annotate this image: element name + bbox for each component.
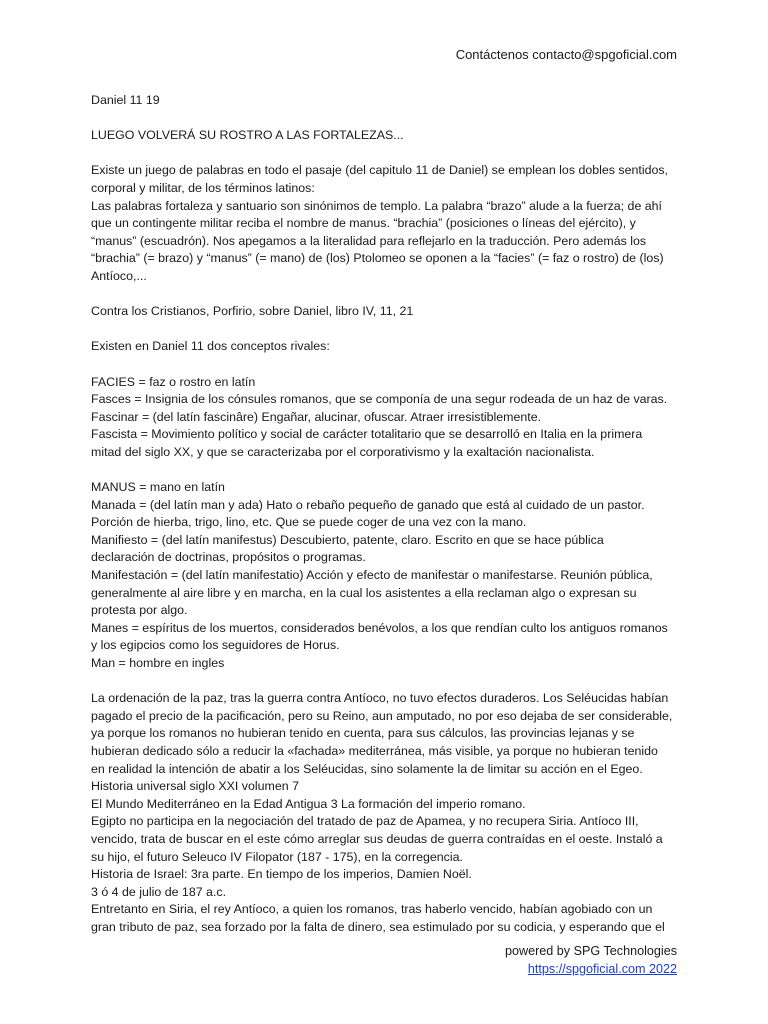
text-line: protesta por algo. [91,603,188,618]
blank-line [91,110,691,128]
text-line: y los egipcios como los seguidores de Horus. [91,638,340,653]
blank-line [91,286,691,304]
text-line: mitad del siglo XX, y que se caracterizaba por el corporativismo y la exaltación nacionalista. [91,444,595,459]
text-line: “brachia” (= brazo) y “manus” (= mano) de (los) Ptolomeo se oponen a la “facies” (= faz o rostro) de (los) [91,251,664,266]
text-line: LUEGO VOLVERÁ SU ROSTRO A LAS FORTALEZAS... [91,128,404,143]
text-line: Manada = (del latín man y ada) Hato o rebaño pequeño de ganado que está al cuidado de un pastor. [91,497,645,512]
blank-line [91,356,691,374]
text-line: Contra los Cristianos, Porfirio, sobre Daniel, libro IV, 11, 21 [91,304,414,319]
text-line: Porción de hierba, trigo, lino, etc. Que se puede coger de una vez con la mano. [91,515,527,530]
text-line: hubieran dedicado sólo a reducir la «fachada» mediterránea, más visible, ya porque no hubieran tenido [91,743,658,758]
text-line: Fascinar = (del latín fascinâre) Engañar, alucinar, ofuscar. Atraer irresistiblemente. [91,409,542,424]
text-line: Existen en Daniel 11 dos conceptos rivales: [91,339,330,354]
text-line: declaración de doctrinas, propósitos o programas. [91,550,366,565]
text-line: que un contingente militar reciba el nombre de manus. “brachia” (posiciones o líneas del ejército), y [91,216,636,231]
text-line: Manes = espíritus de los muertos, considerados benévolos, a los que rendían culto los antiguos romanos [91,620,668,635]
text-line: “manus” (escuadrón). Nos apegamos a la literalidad para reflejarlo en la traducción. Pero además los [91,233,647,248]
text-line: Las palabras fortaleza y santuario son sinónimos de templo. La palabra “brazo” alude a la fuerza; de ahí [91,198,662,213]
contact-header: Contáctenos contacto@spgoficial.com [455,47,677,62]
text-line: La ordenación de la paz, tras la guerra contra Antíoco, no tuvo efectos duraderos. Los Seléucidas habían [91,691,669,706]
text-line: Antíoco,... [91,268,147,283]
text-line: Manifestación = (del latín manifestatio) Acción y efecto de manifestar o manifestarse. Reunión pública, [91,568,653,583]
text-line: pagado el precio de la pacificación, pero su Reino, aun amputado, no por eso dejaba de ser considerable, [91,708,673,723]
text-line: Existe un juego de palabras en todo el pasaje (del capitulo 11 de Daniel) se emplean los dobles sentidos, [91,163,668,178]
text-line: Entretanto en Siria, el rey Antíoco, a quien los romanos, tras haberlo vencido, habían agobiado con un [91,902,653,917]
text-line: corporal y militar, de los términos latinos: [91,180,315,195]
text-line: su hijo, el futuro Seleuco IV Filopator (187 - 175), en la corregencia. [91,849,463,864]
text-line: El Mundo Mediterráneo en la Edad Antigua 3 La formación del imperio romano. [91,796,526,811]
document-body [91,92,691,937]
text-line: Egipto no participa en la negociación del tratado de paz de Apamea, y no recupera Siria. Antíoco III, [91,814,639,829]
blank-line [91,673,691,691]
website-link[interactable]: https://spgoficial.com 2022 [527,962,677,976]
text-line: ya porque los romanos no hubieran tenido en cuenta, para sus cálculos, las provincias lejanas y se [91,726,635,741]
text-line: Man = hombre en ingles [91,656,225,670]
text-line: Historia de Israel: 3ra parte. En tiempo de los imperios, Damien Noël. [91,867,472,882]
text-line: Fascista = Movimiento político y social de carácter totalitario que se desarrolló en Italia en la primera [91,427,643,442]
blank-line [91,321,691,339]
powered-by-text: powered by SPG Technologies [505,944,677,958]
text-line: gran tributo de paz, sea forzado por la falta de dinero, sea estimulado por su codicia, y esperando que el [91,919,665,934]
text-line: generalmente al aire libre y en marcha, en la cual los asistentes a ella reclaman algo o expresan su [91,585,637,600]
blank-line [91,461,691,479]
text-line: vencido, trata de buscar en el este cómo arreglar sus deudas de guerra contraídas en el oeste. Instaló a [91,831,663,846]
text-line: Manifiesto = (del latín manifestus) Descubierto, patente, claro. Escrito en que se hace pública [91,532,604,547]
text-line: FACIES = faz o rostro en latín [91,374,256,389]
text-line: Historia universal siglo XXI volumen 7 [91,779,299,794]
text-line: en realidad la intención de abatir a los Seléucidas, sino solamente la de limitar su acción en el Egeo. [91,761,643,776]
blank-line [91,145,691,163]
text-line: 3 ó 4 de julio de 187 a.c. [91,884,227,899]
text-line: MANUS = mano en latín [91,480,225,495]
footer [505,942,677,978]
text-line: Daniel 11 19 [91,93,160,107]
text-line: Fasces = Insignia de los cónsules romanos, que se componía de una segur rodeada de un haz de varas. [91,392,668,407]
